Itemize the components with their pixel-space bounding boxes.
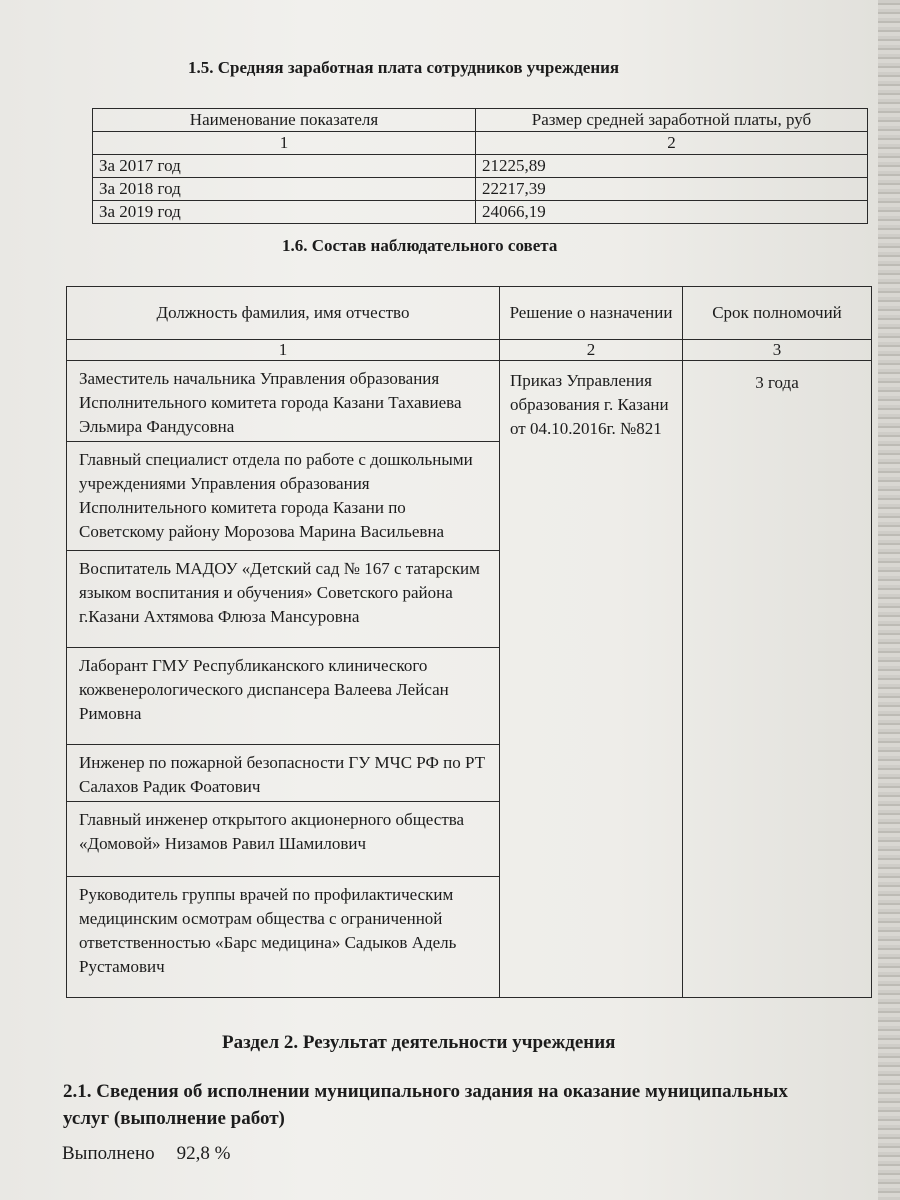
table-header-row xyxy=(93,109,868,132)
completion-value: 92,8 % xyxy=(176,1143,231,1164)
section-2-1-title: 2.1. Сведения об исполнении муниципального задания на оказание муниципальных услуг (выполнение работ) xyxy=(63,1081,788,1129)
board-member: Воспитатель МАДОУ «Детский сад № 167 с татарским языком воспитания и обучения» Советского района г.Казани Ахтямова Флюза Мансуровна xyxy=(67,551,500,648)
salary-table xyxy=(92,108,868,224)
board-member: Главный специалист отдела по работе с дошкольными учреждениями Управления образования Исполнительного комитета города Казани по Советскому району Морозова Марина Васильевна xyxy=(67,442,500,551)
header-salary-size: Размер средней заработной платы, руб xyxy=(476,109,868,132)
table-row xyxy=(93,155,868,178)
completion-label: Выполнено xyxy=(62,1143,155,1164)
year-label: За 2018 год xyxy=(93,178,476,201)
appointment-decision: Приказ Управления образования г. Казани от 04.10.2016г. №821 xyxy=(500,361,683,998)
column-number: 1 xyxy=(93,132,476,155)
salary-value: 22217,39 xyxy=(476,178,868,201)
board-member: Заместитель начальника Управления образования Исполнительного комитета города Казани Тахавиева Эльмира Фандусовна xyxy=(67,361,500,442)
salary-value: 24066,19 xyxy=(476,201,868,224)
year-label: За 2019 год xyxy=(93,201,476,224)
page-edge-stack xyxy=(878,0,900,1200)
table-row xyxy=(93,178,868,201)
header-indicator-name: Наименование показателя xyxy=(93,109,476,132)
column-number-row xyxy=(93,132,868,155)
table-row xyxy=(93,201,868,224)
board-member: Лаборант ГМУ Республиканского клинического кожвенерологического диспансера Валеева Лейсан Римовна xyxy=(67,648,500,745)
completion-line xyxy=(62,1143,252,1165)
table-header-row xyxy=(67,287,872,340)
column-number: 2 xyxy=(500,340,683,361)
salary-value: 21225,89 xyxy=(476,155,868,178)
board-member: Руководитель группы врачей по профилактическим медицинским осмотрам общества с ограниченной ответственностью «Барс медицина» Садыков Адель Рустамович xyxy=(67,877,500,998)
section-2-title: Раздел 2. Результат деятельности учреждения xyxy=(222,1032,616,1053)
header-position-name: Должность фамилия, имя отчество xyxy=(67,287,500,340)
column-number: 1 xyxy=(67,340,500,361)
supervisory-board-table xyxy=(66,286,872,998)
column-number-row xyxy=(67,340,872,361)
section-1-6-title: 1.6. Состав наблюдательного совета xyxy=(282,236,558,255)
year-label: За 2017 год xyxy=(93,155,476,178)
table-row xyxy=(67,361,872,442)
term-of-office: 3 года xyxy=(683,361,872,998)
header-term: Срок полномочий xyxy=(683,287,872,340)
board-member: Главный инженер открытого акционерного общества «Домовой» Низамов Равил Шамилович xyxy=(67,802,500,877)
header-decision: Решение о назначении xyxy=(500,287,683,340)
column-number: 2 xyxy=(476,132,868,155)
column-number: 3 xyxy=(683,340,872,361)
section-1-5-title: 1.5. Средняя заработная плата сотрудников учреждения xyxy=(188,58,620,77)
board-member: Инженер по пожарной безопасности ГУ МЧС РФ по РТ Салахов Радик Фоатович xyxy=(67,745,500,802)
